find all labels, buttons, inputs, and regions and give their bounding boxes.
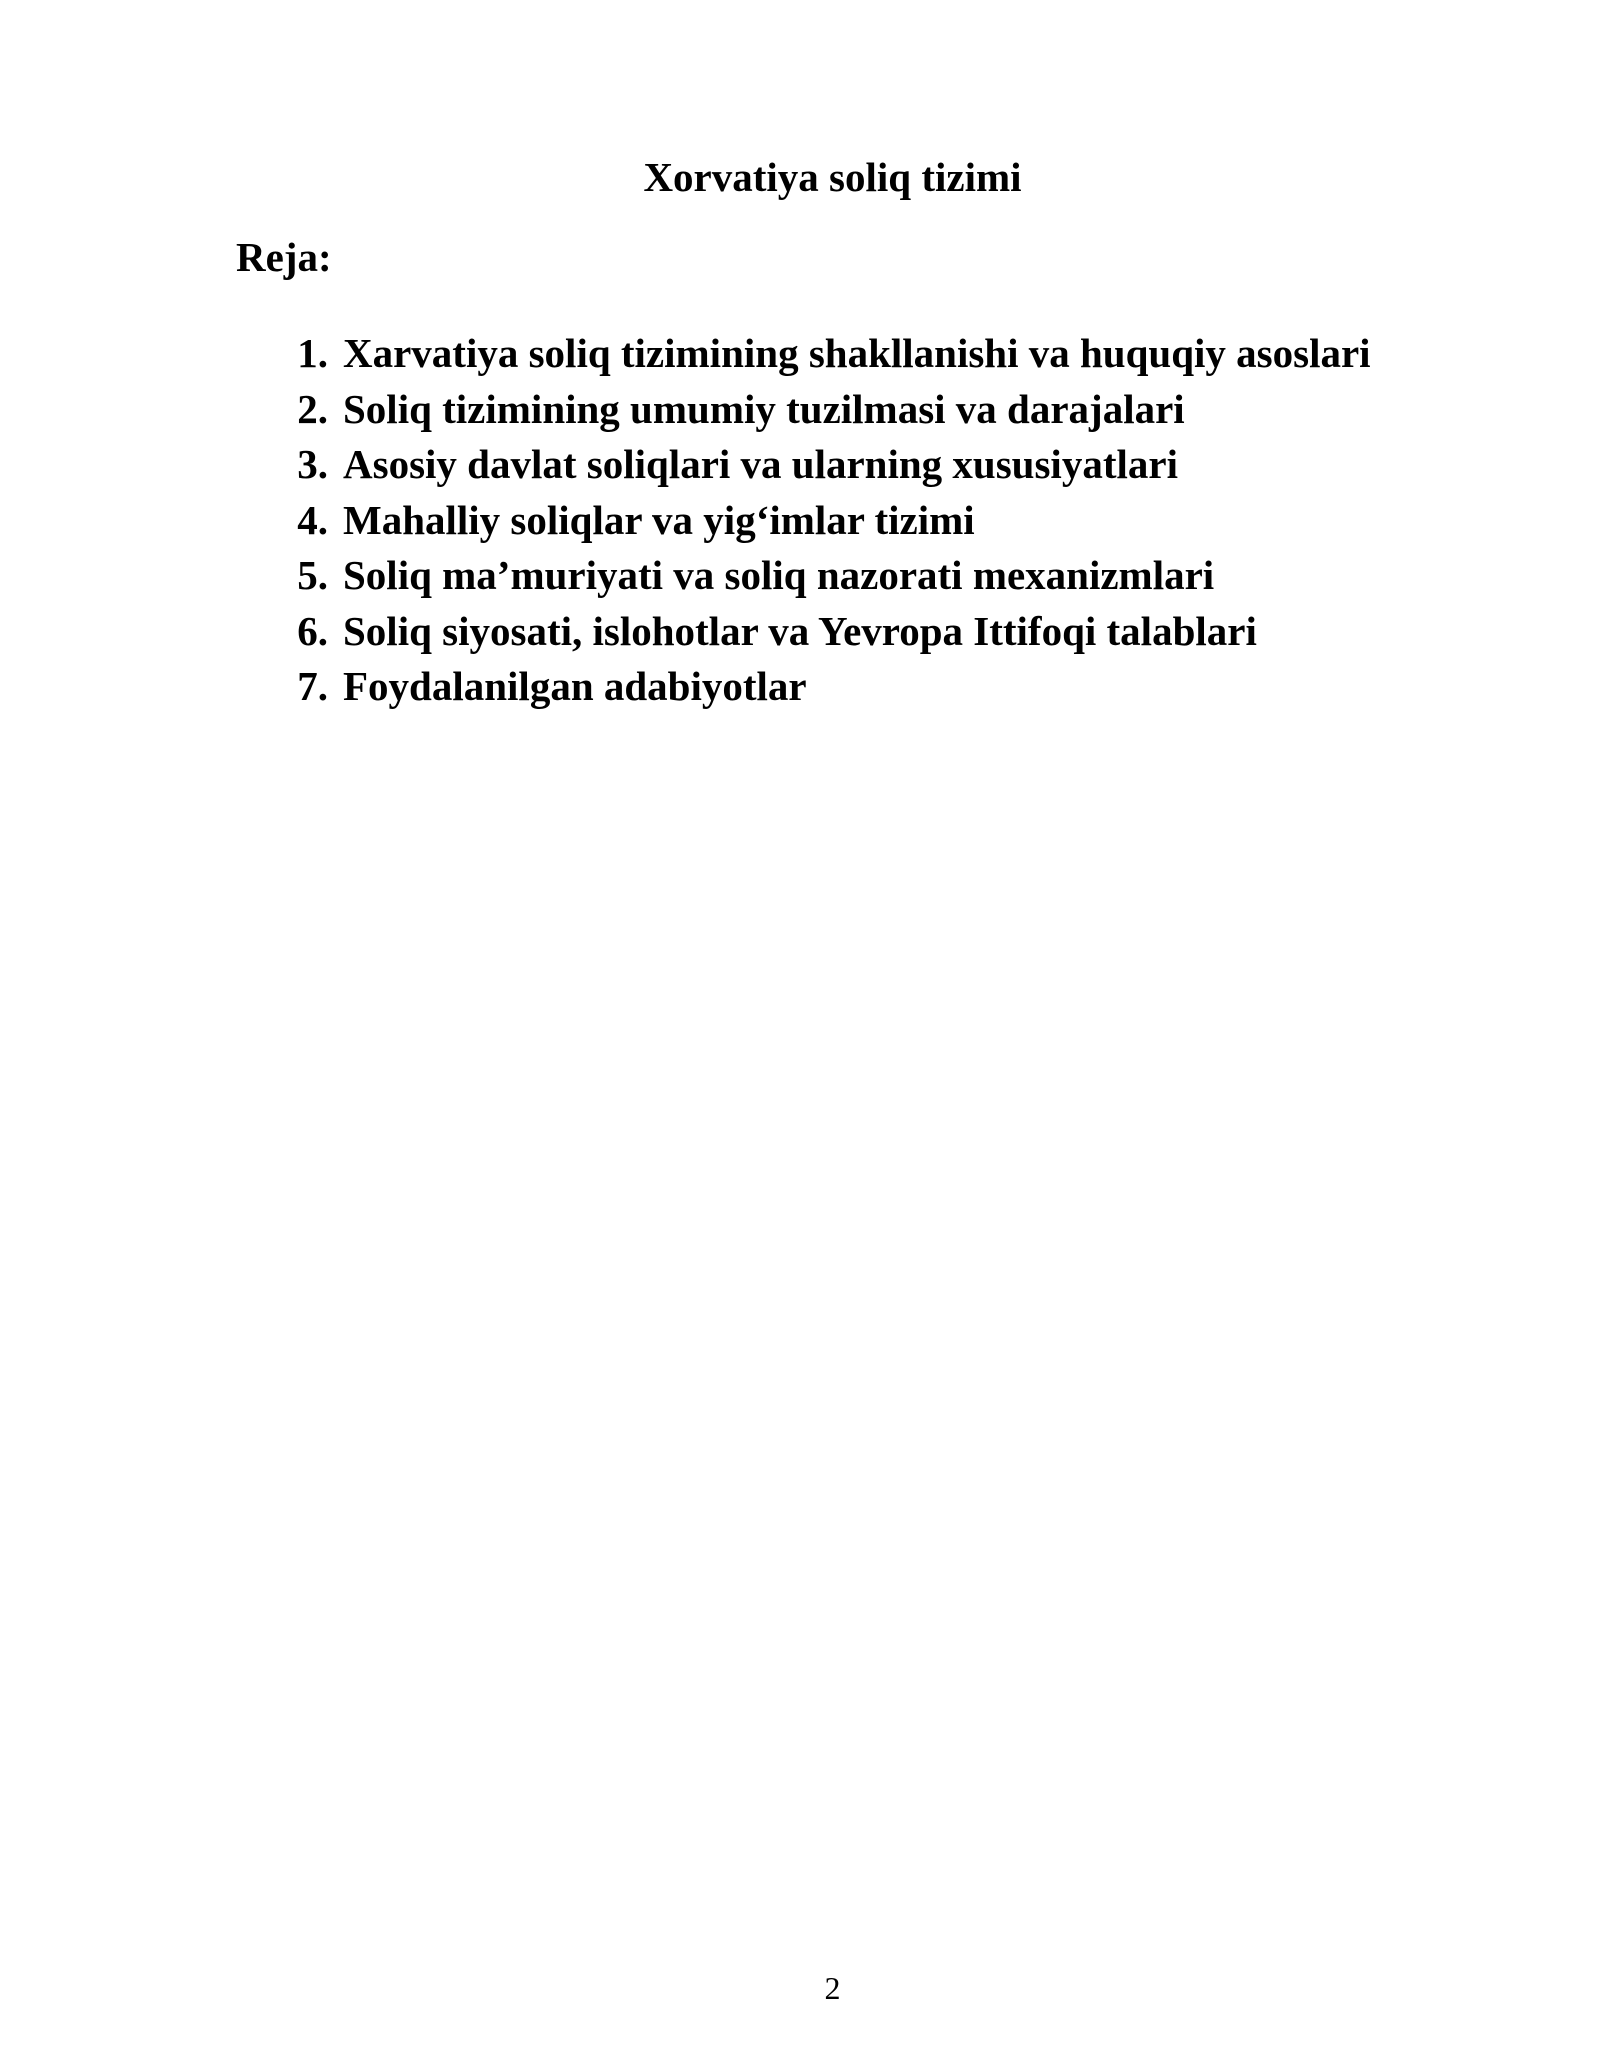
plan-item-text: Soliq siyosati, islohotlar va Yevropa Ittifoqi talablari	[343, 607, 1257, 654]
plan-item	[236, 326, 1476, 382]
plan-item-text: Soliq ma’muriyati va soliq nazorati mexanizmlari	[343, 552, 1215, 598]
plan-item-text: Asosiy davlat soliqlari va ularning xususiyatlari	[343, 441, 1178, 487]
plan-item	[236, 437, 1476, 493]
plan-item-number: 6.	[297, 607, 328, 654]
plan-item-number: 7.	[297, 663, 328, 709]
plan-list	[236, 326, 1476, 715]
plan-item	[236, 382, 1476, 438]
plan-item-number: 3.	[297, 441, 328, 487]
plan-item-text: Xarvatiya soliq tizimining shakllanishi va huquqiy asoslari	[343, 330, 1371, 376]
plan-item-text: Soliq tizimining umumiy tuzilmasi va darajalari	[343, 385, 1185, 432]
plan-item-number: 5.	[297, 552, 328, 598]
plan-heading: Reja:	[236, 234, 332, 280]
plan-item-text: Foydalanilgan adabiyotlar	[343, 663, 807, 709]
plan-item	[236, 548, 1476, 604]
document-title: Xorvatiya soliq tizimi	[643, 154, 1022, 200]
plan-item	[236, 659, 1476, 715]
plan-item-number: 2.	[297, 385, 328, 432]
page-number: 2	[824, 1970, 841, 2006]
plan-item-text: Mahalliy soliqlar va yig‘imlar tizimi	[343, 496, 975, 543]
plan-item	[236, 604, 1476, 660]
plan-item-number: 4.	[297, 496, 328, 543]
plan-item-number: 1.	[297, 330, 328, 376]
plan-item	[236, 493, 1476, 549]
